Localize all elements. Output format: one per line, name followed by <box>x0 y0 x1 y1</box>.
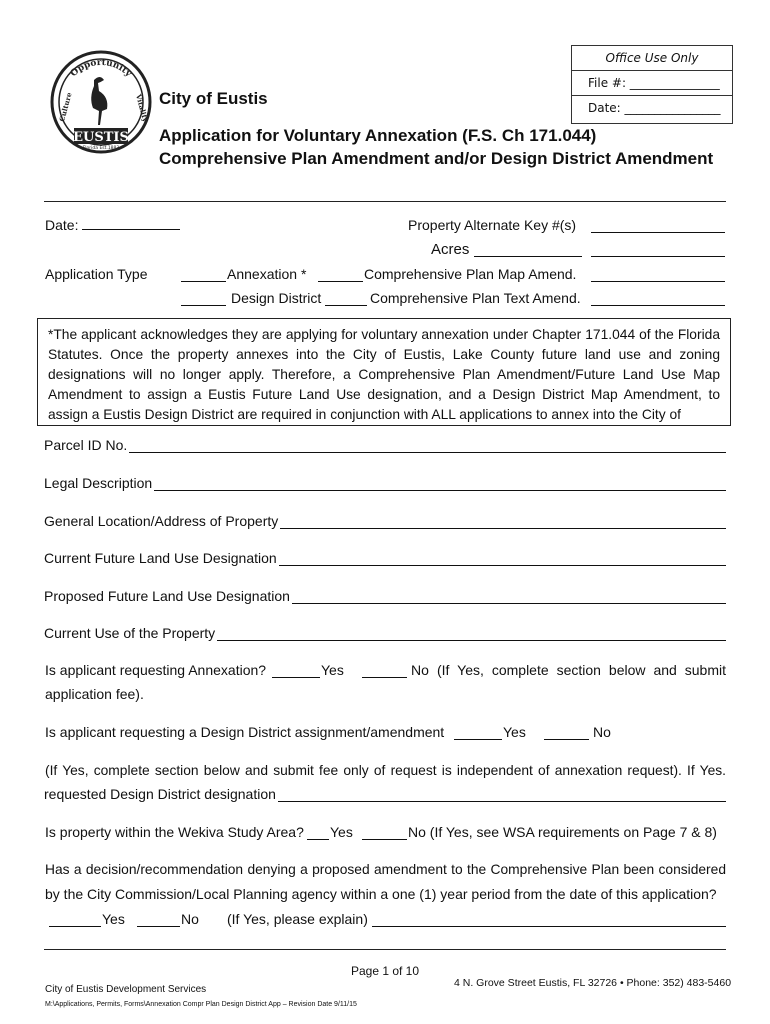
acres-blank[interactable] <box>474 244 582 257</box>
page-number: Page 1 of 10 <box>350 964 420 978</box>
denial-no-blank[interactable] <box>137 914 180 927</box>
current-flu-field[interactable] <box>44 550 726 566</box>
annexation-notice-box <box>37 318 731 426</box>
wekiva-yes-blank[interactable] <box>307 827 329 840</box>
proposed-flu-label: Proposed Future Land Use Designation <box>44 588 290 604</box>
city-seal-logo <box>50 50 152 154</box>
design-district-option: Design District <box>231 290 322 306</box>
annexation-notice-text: *The applicant acknowledges they are applying for voluntary annexation under Chapter 171.044 of the Florida Statutes. Once the property annexes into the City of Eustis, Lake County future land use and zoning designations will no longer apply. Therefore, a Comprehensive Plan Amendment/Future Land Use Map Amendment to assign a Eustis Future Land Use designation, and a Design District Map Amendment, to assign a Eustis Design District are required in conjunction with ALL applications to annex into the City of <box>48 327 720 422</box>
date-label: Date: <box>45 217 79 233</box>
form-title-line2: Comprehensive Plan Amendment and/or Design District Amendment <box>159 149 714 168</box>
design-no-blank[interactable] <box>544 727 589 740</box>
alt-key-blank-1[interactable] <box>591 220 725 233</box>
footer-address: 4 N. Grove Street Eustis, FL 32726 • Phone: 352) 483-5460 <box>454 977 732 989</box>
alt-key-label: Property Alternate Key #(s) <box>408 217 577 233</box>
design-note: (If Yes, complete section below and submit fee only of request is independent of annexation request). If Yes. <box>45 763 726 778</box>
legal-description-field[interactable] <box>44 475 726 491</box>
svg-text:EUSTIS: EUSTIS <box>73 130 129 145</box>
annex-yes-blank[interactable] <box>272 665 320 678</box>
wekiva-yes-label: Yes <box>330 824 353 840</box>
annex-no-label: No <box>411 662 429 678</box>
denial-question-line1: Has a decision/recommendation denying a proposed amendment to the Comprehensive Plan been considered <box>45 862 726 877</box>
denial-yes-label: Yes <box>102 911 125 927</box>
svg-text:Florida Est.1883: Florida Est.1883 <box>82 146 120 151</box>
proposed-flu-field[interactable] <box>44 588 726 604</box>
design-no-label: No <box>593 724 611 740</box>
application-type-label: Application Type <box>45 266 148 282</box>
explain-field[interactable] <box>227 911 726 927</box>
parcel-id-field[interactable] <box>44 437 726 453</box>
divider <box>44 201 726 202</box>
office-date-field[interactable]: Date: ________________ <box>572 95 732 120</box>
design-district-check[interactable] <box>181 293 226 306</box>
svg-text:Opportunity: Opportunity <box>68 57 134 80</box>
annex-no-blank[interactable] <box>362 665 407 678</box>
date-field[interactable] <box>45 217 180 233</box>
explain-label: (If Yes, please explain) <box>227 911 368 927</box>
current-use-label: Current Use of the Property <box>44 625 216 641</box>
acres-label: Acres <box>431 241 470 258</box>
annexation-question: Is applicant requesting Annexation? <box>45 662 267 678</box>
city-name: City of Eustis <box>159 89 268 108</box>
location-label: General Location/Address of Property <box>44 513 279 529</box>
annex-note: (If Yes, complete section below and submit <box>437 662 726 678</box>
current-use-field[interactable] <box>44 625 726 641</box>
wekiva-no-blank[interactable] <box>362 827 407 840</box>
alt-key-blank-4[interactable] <box>591 293 725 306</box>
comp-text-option: Comprehensive Plan Text Amend. <box>370 290 581 306</box>
alt-key-blank-2[interactable] <box>591 244 725 257</box>
denial-question-line2: by the City Commission/Local Planning agency within a one (1) year period from the date of this application? <box>45 886 717 902</box>
wekiva-question: Is property within the Wekiva Study Area? <box>45 824 304 840</box>
alt-key-field[interactable] <box>408 217 576 233</box>
parcel-id-label: Parcel ID No. <box>44 437 128 453</box>
comp-map-option: Comprehensive Plan Map Amend. <box>364 266 577 282</box>
comp-text-check[interactable] <box>325 293 367 306</box>
form-title-line1: Application for Voluntary Annexation (F.S. Ch 171.044) <box>159 126 597 145</box>
wekiva-note: No (If Yes, see WSA requirements on Page 7 & 8) <box>408 824 717 840</box>
design-yes-blank[interactable] <box>454 727 502 740</box>
denial-yes-blank[interactable] <box>49 914 101 927</box>
alt-key-blank-3[interactable] <box>591 269 725 282</box>
requested-design-district-field[interactable] <box>44 786 726 802</box>
design-district-question: Is applicant requesting a Design District assignment/amendment <box>45 724 445 740</box>
denial-no-label: No <box>181 911 199 927</box>
footer-dept: City of Eustis Development Services <box>45 984 207 995</box>
requested-design-district-label: requested Design District designation <box>44 786 276 802</box>
date-blank[interactable] <box>82 217 180 230</box>
office-use-title: Office Use Only <box>605 51 699 65</box>
legal-description-label: Legal Description <box>44 475 153 491</box>
annexation-option: Annexation * <box>227 266 307 282</box>
location-field[interactable] <box>44 513 726 529</box>
current-flu-label: Current Future Land Use Designation <box>44 550 277 566</box>
comp-map-check[interactable] <box>318 269 363 282</box>
footer-divider <box>44 949 726 950</box>
svg-text:Culture: Culture <box>57 91 74 123</box>
annex-note-cont: application fee). <box>45 686 144 702</box>
annex-yes-label: Yes <box>321 662 344 678</box>
design-yes-label: Yes <box>503 724 526 740</box>
office-file-field[interactable]: File #: _______________ <box>572 70 732 95</box>
svg-text:Vitality: Vitality <box>134 93 151 123</box>
footer-file-path: M:\Applications, Permits, Forms\Annexation Compr Plan Design District App – Revision Date 9/11/15 <box>45 1001 357 1008</box>
office-use-box <box>571 45 733 124</box>
annexation-check[interactable] <box>181 269 226 282</box>
